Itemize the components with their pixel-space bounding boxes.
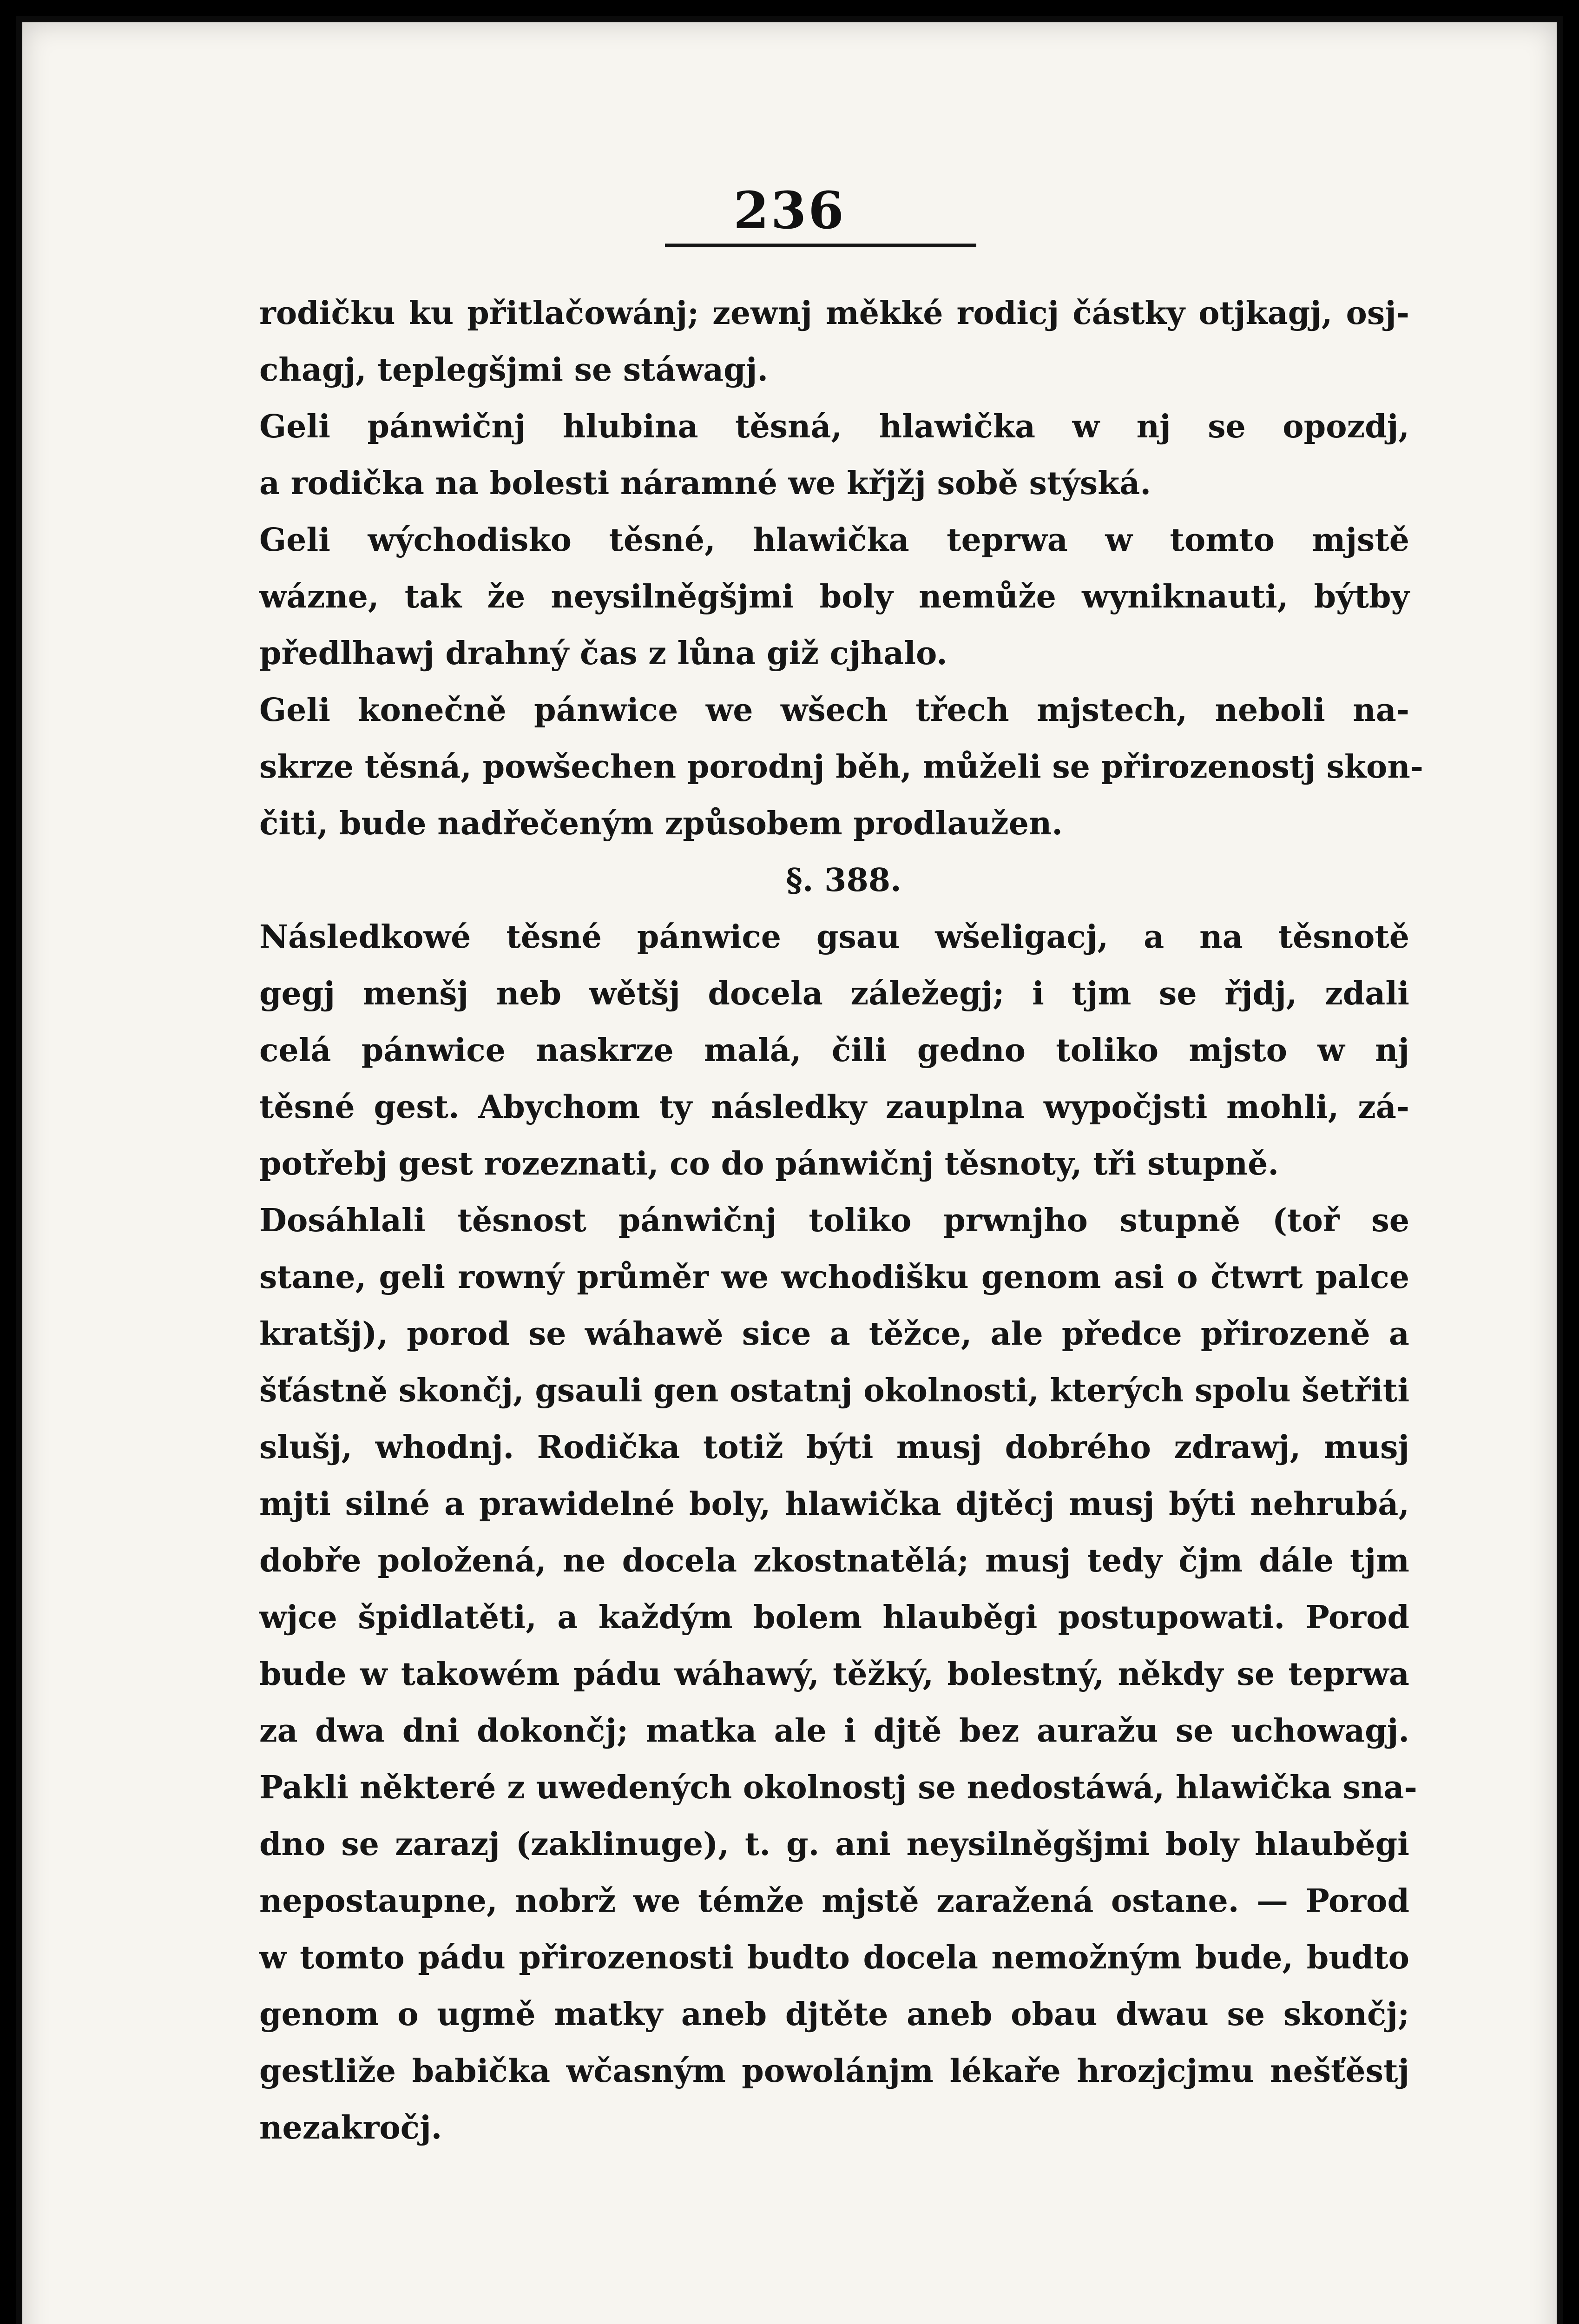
body-text	[259, 285, 1424, 2156]
text-line: wjce špidlatěti, a každým bolem hlauběgi postupowati. Porod	[259, 1599, 1409, 1636]
text-line: chagj, teplegšjmi se stáwagj.	[259, 351, 769, 389]
text-line: bude w takowém pádu wáhawý, těžký, bolestný, někdy se teprwa	[259, 1656, 1409, 1693]
text-line: Geli pánwičnj hlubina těsná, hlawička w nj se opozdj,	[259, 408, 1409, 445]
text-line: předlhawj drahný čas z lůna giž cjhalo.	[259, 635, 947, 672]
text-line: Následkowé těsné pánwice gsau wšeligacj, a na těsnotě	[259, 918, 1409, 956]
text-line: genom o ugmě matky aneb djtěte aneb obau dwau se skončj;	[259, 1996, 1409, 2033]
text-line: rodičku ku přitlačowánj; zewnj měkké rodicj částky otjkagj, osj-	[259, 295, 1409, 332]
text-line: Geli wýchodisko těsné, hlawička teprwa w tomto mjstě	[259, 522, 1409, 559]
text-line: Pakli některé z uwedených okolnostj se nedostáwá, hlawička sna-	[259, 1769, 1417, 1806]
text-line: nepostaupne, nobrž we témže mjstě zaražená ostane. — Porod	[259, 1882, 1409, 1920]
book-page	[22, 22, 1557, 2324]
text-line: celá pánwice naskrze malá, čili gedno toliko mjsto w nj	[259, 1032, 1409, 1069]
text-line: kratšj), porod se wáhawě sice a těžce, ale předce přirozeně a	[259, 1315, 1409, 1353]
text-line: wázne, tak že neysilněgšjmi boly nemůže wyniknauti, býtby	[259, 578, 1409, 615]
text-line: mjti silné a prawidelné boly, hlawička djtěcj musj býti nehrubá,	[259, 1486, 1409, 1523]
page-frame	[16, 16, 1563, 2324]
text-line: čiti, bude nadřečeným způsobem prodlaužen.	[259, 805, 1063, 842]
text-line: Dosáhlali těsnost pánwičnj toliko prwnjho stupně (toř se	[259, 1202, 1409, 1239]
text-line: dno se zarazj (zaklinuge), t. g. ani neysilněgšjmi boly hlauběgi	[259, 1826, 1409, 1863]
text-line: potřebj gest rozeznati, co do pánwičnj těsnoty, tři stupně.	[259, 1145, 1279, 1182]
header-rule	[665, 244, 976, 247]
text-line: gestliže babička wčasným powolánjm lékaře hrozjcjmu nešťěstj	[259, 2053, 1409, 2090]
text-line: dobře položená, ne docela zkostnatělá; musj tedy čjm dále tjm	[259, 1542, 1409, 1579]
text-line: stane, geli rowný průměr we wchodišku genom asi o čtwrt palce	[259, 1259, 1409, 1296]
text-line: slušj, whodnj. Rodička totiž býti musj dobrého zdrawj, musj	[259, 1429, 1409, 1466]
text-line: a rodička na bolesti náramné we křjžj sobě stýská.	[259, 465, 1151, 502]
text-line: Geli konečně pánwice we wšech třech mjstech, neboli na-	[259, 692, 1409, 729]
page-number: 236	[733, 180, 846, 240]
text-line: gegj menšj neb wětšj docela záležegj; i tjm se řjdj, zdali	[259, 975, 1409, 1012]
text-line: nezakročj.	[259, 2109, 442, 2146]
text-line: w tomto pádu přirozenosti budto docela nemožným bude, budto	[259, 1939, 1409, 1976]
section-heading: §. 388.	[786, 862, 901, 899]
text-line: šťástně skončj, gsauli gen ostatnj okolnosti, kterých spolu šetřiti	[259, 1372, 1410, 1409]
text-line: těsné gest. Abychom ty následky zauplna wypočjsti mohli, zá-	[259, 1089, 1409, 1126]
text-line: skrze těsná, powšechen porodnj běh, můželi se přirozenostj skon-	[259, 748, 1424, 786]
text-line: za dwa dni dokončj; matka ale i djtě bez auražu se uchowagj.	[259, 1712, 1409, 1750]
